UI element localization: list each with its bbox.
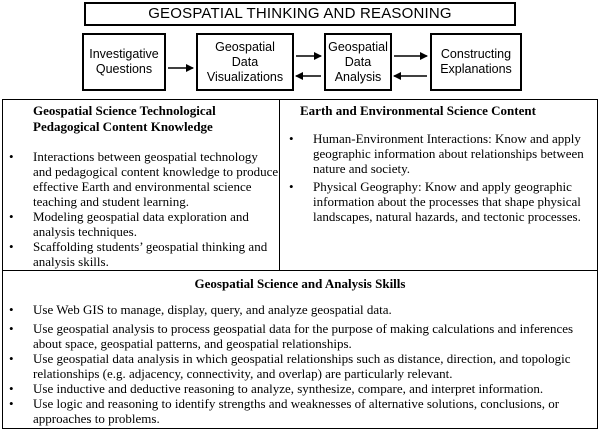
panel-tpck-heading: Geospatial Science Technological Pedagogical Content Knowledge	[33, 103, 216, 134]
list-item: • Physical Geography: Know and apply geographic information about the processes that shape physical landscapes, natural hazards, and tectonic processes.	[313, 179, 595, 224]
list-item: • Interactions between geospatial technology and pedagogical content knowledge to produce effective Earth and environmental science teaching and student learning.	[33, 149, 279, 209]
flow-box-investigative-questions: Investigative Questions	[82, 33, 166, 91]
panel-tpck-list	[33, 149, 279, 269]
panel-earth-science-heading: Earth and Environmental Science Content	[300, 103, 536, 118]
list-item: • Use geospatial analysis to process geospatial data for the purpose of making calculations and inferences about space, geospatial patterns, and geospatial relationships.	[33, 321, 595, 351]
flow-box-geospatial-data-analysis: Geospatial Data Analysis	[324, 33, 392, 91]
panel-analysis-skills	[2, 270, 598, 429]
panel-analysis-skills-heading: Geospatial Science and Analysis Skills	[194, 276, 406, 291]
panel-earth-science-list	[313, 131, 595, 224]
list-item: • Use geospatial data analysis in which geospatial relationships such as distance, direction, and topologic relationships (e.g. adjacency, connectivity, and overlap) are particularly relevant.	[33, 351, 595, 381]
flow-box-geospatial-data-visualizations: Geospatial Data Visualizations	[196, 33, 294, 91]
flow-box-constructing-explanations: Constructing Explanations	[430, 33, 522, 91]
list-item: • Use Web GIS to manage, display, query, and analyze geospatial data.	[33, 302, 595, 317]
list-item: • Use logic and reasoning to identify strengths and weaknesses of alternative solutions, conclusions, or approaches to problems.	[33, 396, 595, 426]
list-item: • Human-Environment Interactions: Know and apply geographic information about relationships between nature and society.	[313, 131, 595, 176]
list-item: • Scaffolding students’ geospatial thinking and analysis skills.	[33, 239, 279, 269]
diagram-title: GEOSPATIAL THINKING AND REASONING	[84, 2, 516, 26]
list-item: • Use inductive and deductive reasoning to analyze, synthesize, compare, and interpret information.	[33, 381, 595, 396]
panel-analysis-skills-list	[33, 302, 595, 426]
panel-earth-science	[279, 99, 598, 271]
panel-tpck	[2, 99, 280, 271]
flow-arrows	[0, 0, 600, 110]
list-item: • Modeling geospatial data exploration and analysis techniques.	[33, 209, 279, 239]
